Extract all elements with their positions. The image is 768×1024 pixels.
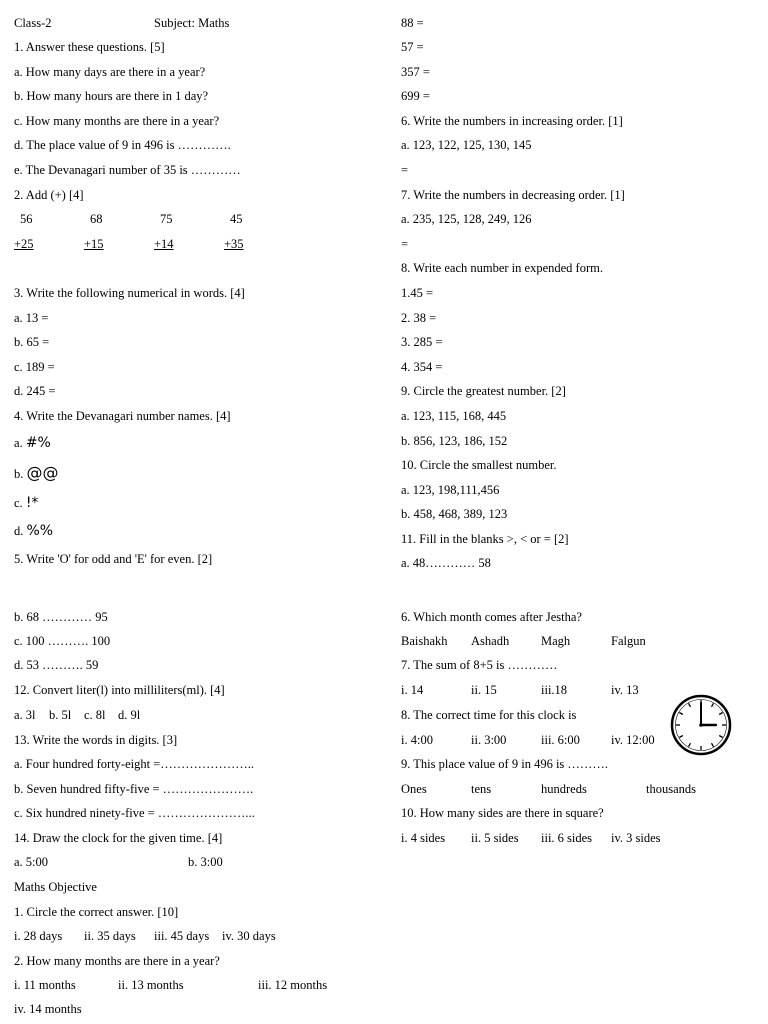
q9-a: a. 123, 115, 168, 445 — [401, 409, 507, 423]
q10-b: b. 458, 468, 389, 123 — [401, 507, 508, 521]
q14-b: b. 3:00 — [188, 855, 223, 869]
q4-c-label: c. — [14, 496, 23, 510]
obj-q2-opt-1: i. 11 months — [14, 978, 76, 992]
obj-q10-opt-4: iv. 3 sides — [611, 831, 661, 845]
q8-1: 1.45 = — [401, 286, 434, 300]
obj-q6-opt-4: Falgun — [611, 634, 646, 648]
q1-c: c. How many months are there in a year? — [14, 114, 220, 128]
q13-c: c. Six hundred ninety-five = …………………... — [14, 806, 255, 820]
odd-even-1: 88 = — [401, 16, 424, 30]
obj-q6-opt-1: Baishakh — [401, 634, 448, 648]
q2-top-4: 45 — [230, 212, 243, 226]
q4-d-symbols: %% — [26, 523, 54, 539]
obj-q7-opt-4: iv. 13 — [611, 683, 639, 697]
obj-q9-opt-2: tens — [471, 782, 492, 796]
obj-q8-opt-2: ii. 3:00 — [471, 733, 507, 747]
q12-c: c. 8l — [84, 708, 106, 722]
obj-q9-opt-3: hundreds — [541, 782, 587, 796]
obj-q7-opt-1: i. 14 — [401, 683, 424, 697]
q4-d — [14, 524, 53, 538]
q11-a: a. 48………… 58 — [401, 556, 491, 570]
q11-c: c. 100 ………. 100 — [14, 634, 111, 648]
q2-bottom-4: +35 — [224, 237, 244, 251]
q14-title: 14. Draw the clock for the given time. [4] — [14, 831, 223, 845]
q4-a-label: a. — [14, 436, 23, 450]
q3-title: 3. Write the following numerical in words. [4] — [14, 286, 245, 300]
q3-a: a. 13 = — [14, 311, 49, 325]
q11-title: 11. Fill in the blanks >, < or = [2] — [401, 532, 569, 546]
q3-d: d. 245 = — [14, 384, 56, 398]
q4-b-symbols: @@ — [26, 463, 59, 482]
obj-q8-opt-3: iii. 6:00 — [541, 733, 580, 747]
q2-bottom-1: +25 — [14, 237, 34, 251]
q7-title: 7. Write the numbers in decreasing order. [1] — [401, 188, 625, 202]
q1-a: a. How many days are there in a year? — [14, 65, 206, 79]
obj-q1-opt-2: ii. 35 days — [84, 929, 136, 943]
q7-answer: = — [401, 237, 409, 251]
q11-d: d. 53 ………. 59 — [14, 658, 99, 672]
q12-title: 12. Convert liter(l) into milliliters(ml). [4] — [14, 683, 225, 697]
q12-d: d. 9l — [118, 708, 141, 722]
q2-bottom-3: +14 — [154, 237, 174, 251]
q1-d: d. The place value of 9 in 496 is …………. — [14, 138, 231, 152]
obj-q10-opt-2: ii. 5 sides — [471, 831, 519, 845]
obj-q7-title: 7. The sum of 8+5 is ………… — [401, 658, 558, 672]
q4-title: 4. Write the Devanagari number names. [4] — [14, 409, 231, 423]
obj-q8-opt-4: iv. 12:00 — [611, 733, 655, 747]
obj-q7-opt-2: ii. 15 — [471, 683, 497, 697]
obj-q2-opt-3: iii. 12 months — [258, 978, 328, 992]
q13-a: a. Four hundred forty-eight =………………….. — [14, 757, 255, 771]
q4-d-label: d. — [14, 524, 24, 538]
q6-answer: = — [401, 163, 409, 177]
obj-q9-opt-4: thousands — [646, 782, 696, 796]
q7-a: a. 235, 125, 128, 249, 126 — [401, 212, 532, 226]
q1-b: b. How many hours are there in 1 day? — [14, 89, 209, 103]
obj-q10-opt-3: iii. 6 sides — [541, 831, 593, 845]
q4-b-label: b. — [14, 467, 24, 481]
q4-b — [14, 463, 59, 482]
odd-even-3: 357 = — [401, 65, 430, 79]
obj-q6-opt-3: Magh — [541, 634, 571, 648]
odd-even-2: 57 = — [401, 40, 424, 54]
q3-b: b. 65 = — [14, 335, 50, 349]
q4-a-symbols: #% — [25, 435, 51, 451]
q4-a — [14, 436, 51, 450]
q8-3: 3. 285 = — [401, 335, 443, 349]
obj-q1-opt-3: iii. 45 days — [154, 929, 210, 943]
obj-q6-opt-2: Ashadh — [471, 634, 510, 648]
q6-a: a. 123, 122, 125, 130, 145 — [401, 138, 532, 152]
q2-top-2: 68 — [90, 212, 103, 226]
q12-b: b. 5l — [49, 708, 72, 722]
obj-q2-opt-2: ii. 13 months — [118, 978, 184, 992]
q10-a: a. 123, 198,111,456 — [401, 483, 500, 497]
obj-q9-opt-1: Ones — [401, 782, 427, 796]
q2-title: 2. Add (+) [4] — [14, 188, 84, 202]
obj-q9-title: 9. This place value of 9 in 496 is ………. — [401, 757, 609, 771]
q8-2: 2. 38 = — [401, 311, 437, 325]
q1-e: e. The Devanagari number of 35 is ………… — [14, 163, 241, 177]
class-label: Class-2 — [14, 16, 52, 30]
obj-q10-title: 10. How many sides are there in square? — [401, 806, 604, 820]
objective-heading: Maths Objective — [14, 880, 97, 894]
q8-title: 8. Write each number in expended form. — [401, 261, 603, 275]
obj-q1-title: 1. Circle the correct answer. [10] — [14, 905, 179, 919]
q14-a: a. 5:00 — [14, 855, 49, 869]
q11-b: b. 68 ………… 95 — [14, 610, 108, 624]
q9-b: b. 856, 123, 186, 152 — [401, 434, 508, 448]
q2-top-3: 75 — [160, 212, 173, 226]
q8-4: 4. 354 = — [401, 360, 443, 374]
analog-clock-icon — [670, 694, 732, 756]
obj-q7-opt-3: iii.18 — [541, 683, 568, 697]
obj-q8-opt-1: i. 4:00 — [401, 733, 433, 747]
obj-q1-opt-1: i. 28 days — [14, 929, 63, 943]
q9-title: 9. Circle the greatest number. [2] — [401, 384, 566, 398]
obj-q1-opt-4: iv. 30 days — [222, 929, 276, 943]
q12-a: a. 3l — [14, 708, 36, 722]
q6-title: 6. Write the numbers in increasing order. [1] — [401, 114, 623, 128]
q4-c-symbols: !* — [25, 495, 39, 511]
q1-title: 1. Answer these questions. [5] — [14, 40, 165, 54]
odd-even-4: 699 = — [401, 89, 430, 103]
obj-q2-title: 2. How many months are there in a year? — [14, 954, 220, 968]
q13-title: 13. Write the words in digits. [3] — [14, 733, 178, 747]
obj-q6-title: 6. Which month comes after Jestha? — [401, 610, 582, 624]
q3-c: c. 189 = — [14, 360, 55, 374]
obj-q2-opt-4: iv. 14 months — [14, 1002, 82, 1016]
q2-top-1: 56 — [20, 212, 33, 226]
q10-title: 10. Circle the smallest number. — [401, 458, 557, 472]
obj-q10-opt-1: i. 4 sides — [401, 831, 446, 845]
q13-b: b. Seven hundred fifty-five = …………………. — [14, 782, 254, 796]
q2-bottom-2: +15 — [84, 237, 104, 251]
q4-c — [14, 496, 38, 510]
subject-label: Subject: Maths — [154, 16, 230, 30]
obj-q8-title: 8. The correct time for this clock is — [401, 708, 577, 722]
q5-title: 5. Write 'O' for odd and 'E' for even. [2] — [14, 552, 213, 566]
